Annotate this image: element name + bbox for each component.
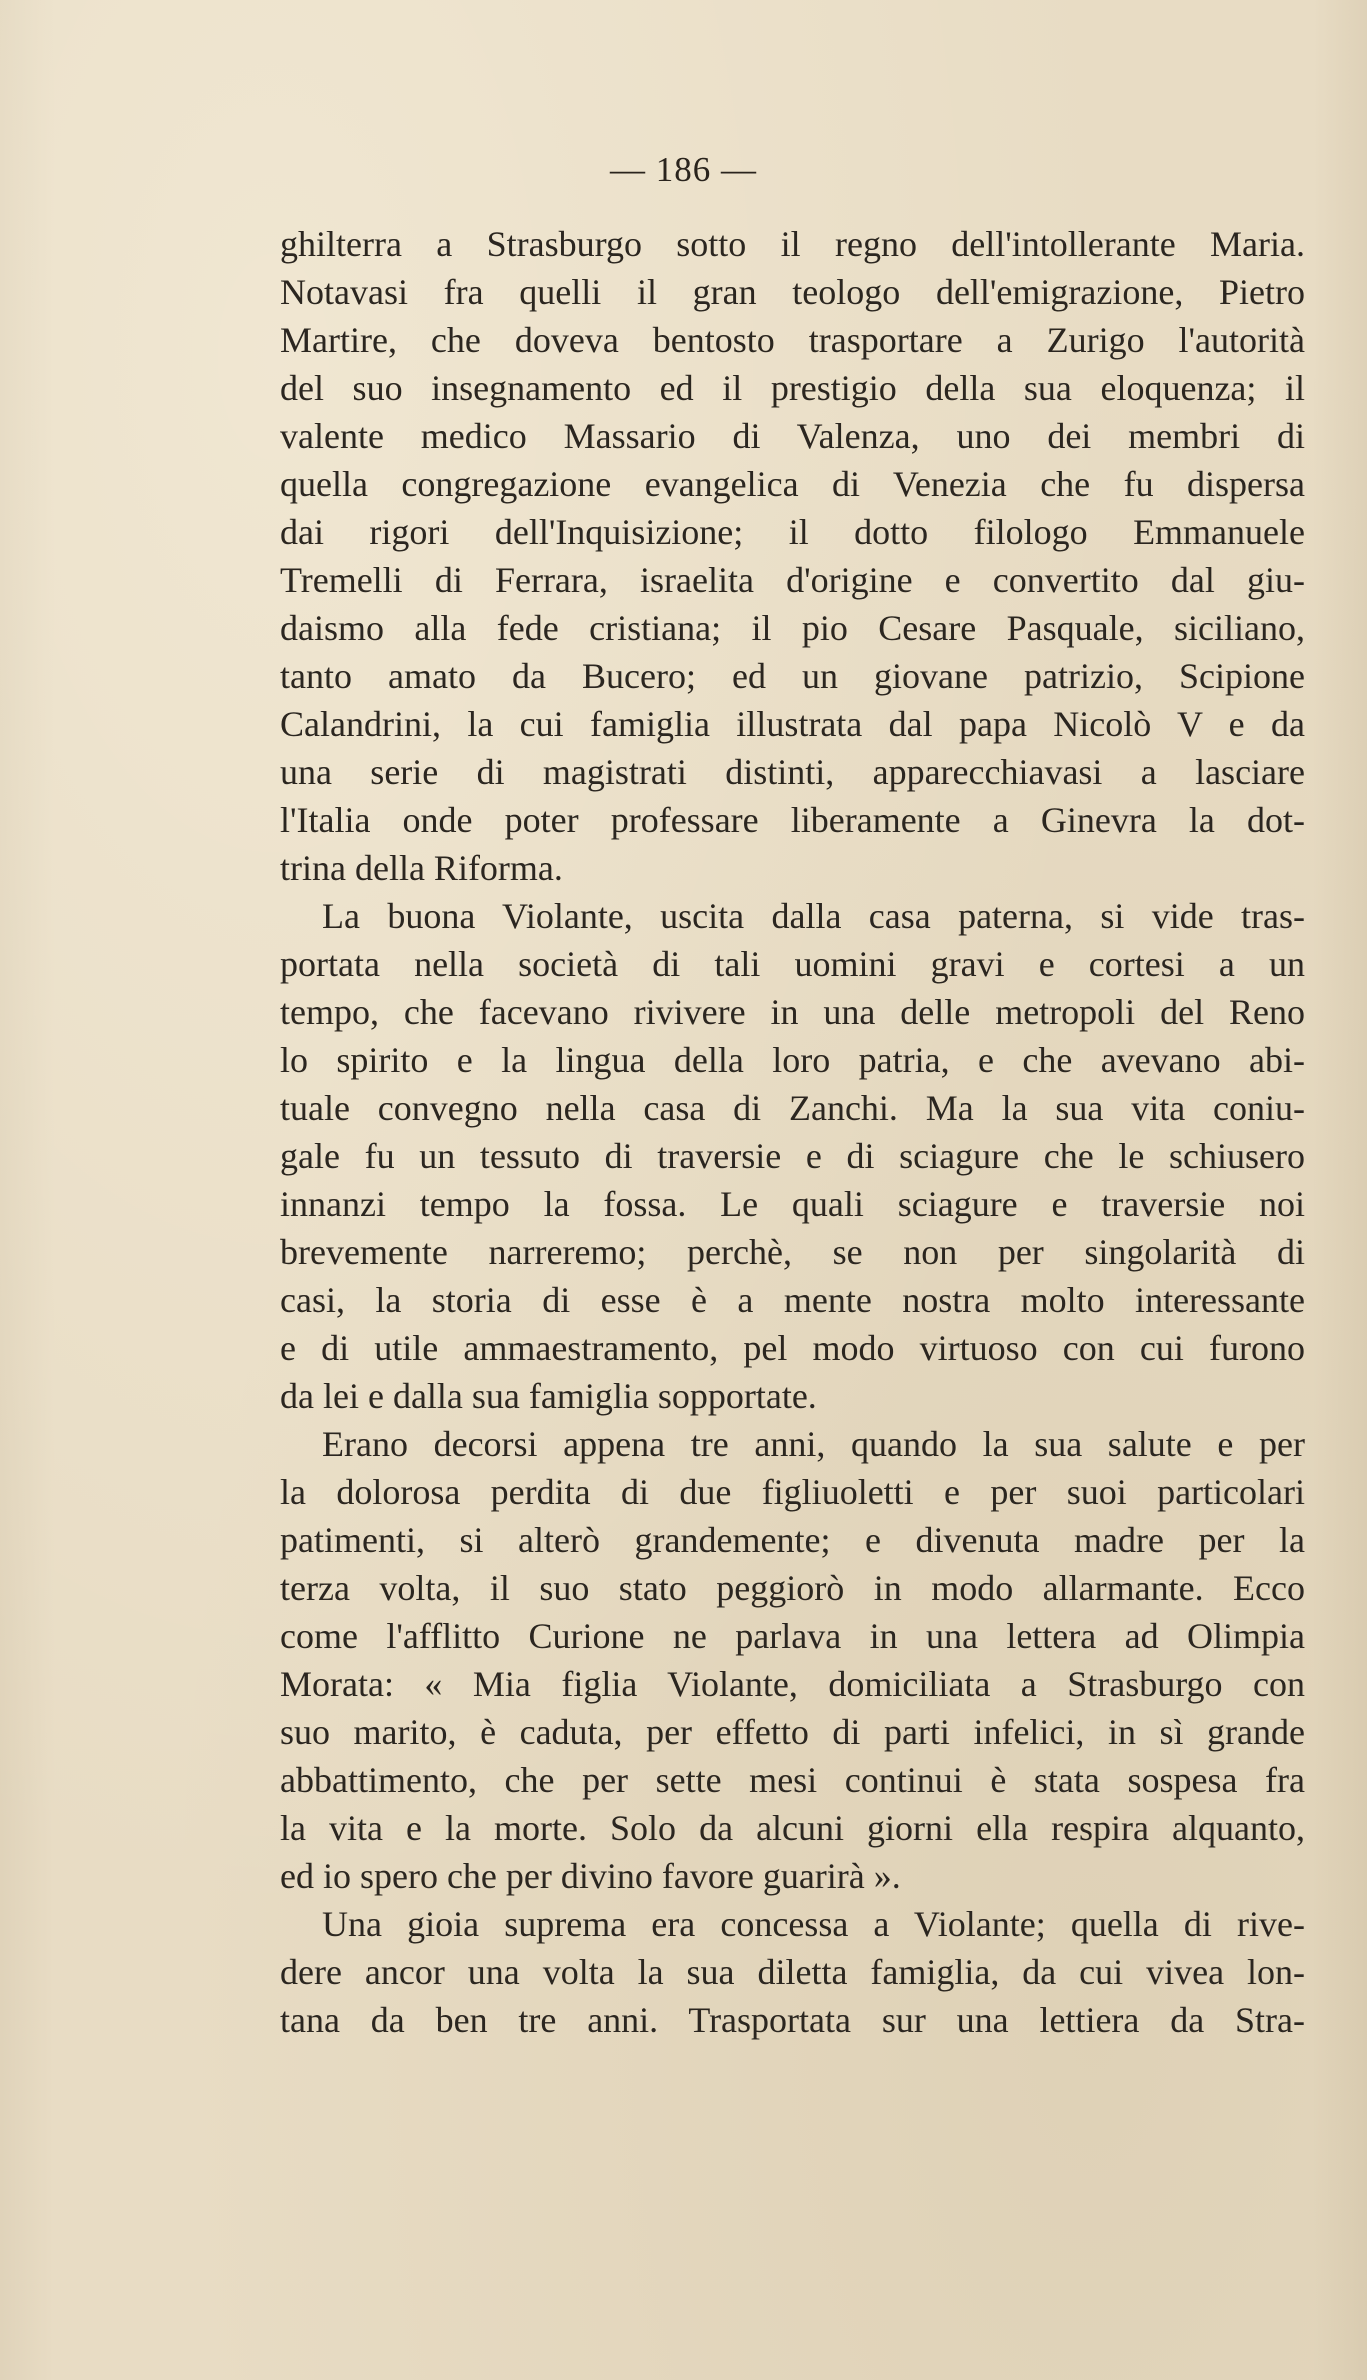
text-line: terza volta, il suo stato peggiorò in modo allarmante. Ecco bbox=[280, 1568, 1305, 1608]
text-line: Morata: « Mia figlia Violante, domiciliata a Strasburgo con bbox=[280, 1664, 1305, 1704]
text-line: tanto amato da Bucero; ed un giovane patrizio, Scipione bbox=[280, 656, 1305, 696]
text-line: lo spirito e la lingua della loro patria, e che avevano abi- bbox=[280, 1040, 1305, 1080]
text-line: Tremelli di Ferrara, israelita d'origine e convertito dal giu- bbox=[280, 560, 1305, 600]
text-line: portata nella società di tali uomini gravi e cortesi a un bbox=[280, 944, 1305, 984]
page-number: — 186 — bbox=[610, 150, 757, 189]
text-line: patimenti, si alterò grandemente; e divenuta madre per la bbox=[280, 1520, 1305, 1560]
text-line: Martire, che doveva bentosto trasportare a Zurigo l'autorità bbox=[280, 320, 1305, 360]
text-line: la dolorosa perdita di due figliuoletti e per suoi particolari bbox=[280, 1472, 1305, 1512]
text-line: Una gioia suprema era concessa a Violante; quella di rive- bbox=[322, 1904, 1305, 1944]
text-line: dere ancor una volta la sua diletta famiglia, da cui vivea lon- bbox=[280, 1952, 1305, 1992]
text-line: abbattimento, che per sette mesi continui è stata sospesa fra bbox=[280, 1760, 1305, 1800]
text-line: innanzi tempo la fossa. Le quali sciagure e traversie noi bbox=[280, 1184, 1305, 1224]
text-line: tana da ben tre anni. Trasportata sur una lettiera da Stra- bbox=[280, 2000, 1305, 2040]
text-line: trina della Riforma. bbox=[280, 848, 563, 888]
text-line: e di utile ammaestramento, pel modo virtuoso con cui furono bbox=[280, 1328, 1305, 1368]
text-line: La buona Violante, uscita dalla casa paterna, si vide tras- bbox=[322, 896, 1305, 936]
text-line: valente medico Massario di Valenza, uno dei membri di bbox=[280, 416, 1305, 456]
body-text bbox=[280, 220, 1305, 2044]
text-line: gale fu un tessuto di traversie e di sciagure che le schiusero bbox=[280, 1136, 1305, 1176]
text-line: tempo, che facevano rivivere in una delle metropoli del Reno bbox=[280, 992, 1305, 1032]
text-line: da lei e dalla sua famiglia sopportate. bbox=[280, 1376, 817, 1416]
text-line: la vita e la morte. Solo da alcuni giorni ella respira alquanto, bbox=[280, 1808, 1305, 1848]
text-line: ghilterra a Strasburgo sotto il regno dell'intollerante Maria. bbox=[280, 224, 1305, 264]
text-line: l'Italia onde poter professare liberamente a Ginevra la dot- bbox=[280, 800, 1305, 840]
text-line: suo marito, è caduta, per effetto di parti infelici, in sì grande bbox=[280, 1712, 1305, 1752]
text-line: casi, la storia di esse è a mente nostra molto interessante bbox=[280, 1280, 1305, 1320]
text-line: brevemente narreremo; perchè, se non per singolarità di bbox=[280, 1232, 1305, 1272]
text-line: ed io spero che per divino favore guarirà ». bbox=[280, 1856, 901, 1896]
text-line: del suo insegnamento ed il prestigio della sua eloquenza; il bbox=[280, 368, 1305, 408]
text-line: Notavasi fra quelli il gran teologo dell'emigrazione, Pietro bbox=[280, 272, 1305, 312]
text-line: daismo alla fede cristiana; il pio Cesare Pasquale, siciliano, bbox=[280, 608, 1305, 648]
text-line: Calandrini, la cui famiglia illustrata dal papa Nicolò V e da bbox=[280, 704, 1305, 744]
text-line: quella congregazione evangelica di Venezia che fu dispersa bbox=[280, 464, 1305, 504]
text-line: come l'afflitto Curione ne parlava in una lettera ad Olimpia bbox=[280, 1616, 1305, 1656]
text-line: dai rigori dell'Inquisizione; il dotto filologo Emmanuele bbox=[280, 512, 1305, 552]
text-line: tuale convegno nella casa di Zanchi. Ma la sua vita coniu- bbox=[280, 1088, 1305, 1128]
text-line: Erano decorsi appena tre anni, quando la sua salute e per bbox=[322, 1424, 1305, 1464]
text-line: una serie di magistrati distinti, apparecchiavasi a lasciare bbox=[280, 752, 1305, 792]
